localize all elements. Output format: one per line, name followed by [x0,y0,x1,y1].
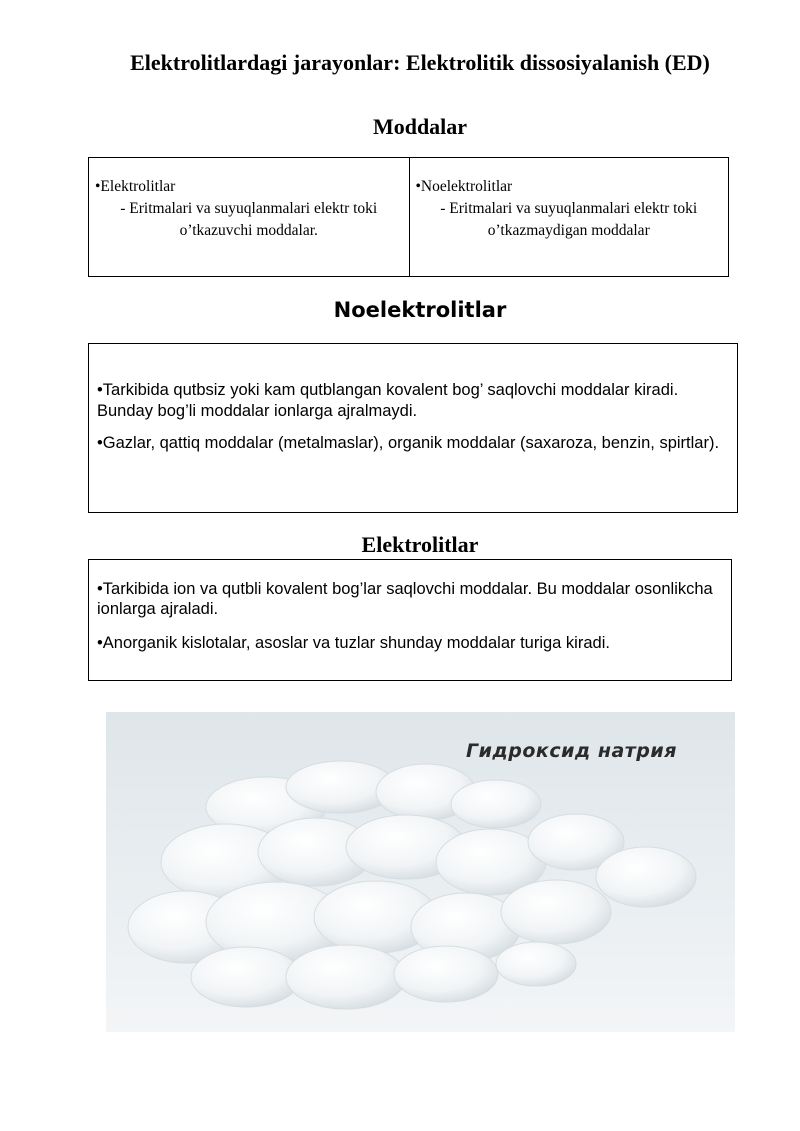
cell-description: - Eritmalari va suyuqlanmalari elektr toki o’tkazuvchi moddalar. [120,200,378,239]
page-title: Elektrolitlardagi jarayonlar: Elektrolitik dissosiyalanish (ED) [130,50,710,75]
cell-description: - Eritmalari va suyuqlanmalari elektr toki o’tkazmaydigan moddalar [440,200,698,239]
photo-caption: Гидроксид натрия [466,740,677,762]
elektrolitlar-box [88,559,732,681]
bullet-paragraph: •Anorganik kislotalar, asoslar va tuzlar shunday moddalar turiga kiradi. [97,634,610,652]
noelektrolitlar-box [88,343,738,513]
bullet-paragraph: •Tarkibida ion va qutbli kovalent bog’lar saqlovchi moddalar. Bu moddalar osonlikcha ionlarga ajraladi. [97,580,713,618]
cell-noelektrolitlar [409,158,729,276]
noelektrolitlar-heading: Noelektrolitlar [333,298,507,322]
sodium-hydroxide-photo [106,712,735,1032]
moddalar-heading: Moddalar [372,114,468,139]
bullet-paragraph: •Tarkibida qutbsiz yoki kam qutblangan kovalent bog’ saqlovchi moddalar kiradi. Bunday bog’li moddalar ionlarga ajralmaydi. [97,381,679,420]
elektrolitlar-heading: Elektrolitlar [361,532,479,557]
bullet-paragraph: •Gazlar, qattiq moddalar (metalmaslar), organik moddalar (saxaroza, benzin, spirtlar). [97,434,720,452]
cell-elektrolitlar [89,158,409,276]
cell-label: •Elektrolitlar [95,178,176,195]
cell-label: •Noelektrolitlar [415,178,513,195]
moddalar-table [88,157,729,277]
